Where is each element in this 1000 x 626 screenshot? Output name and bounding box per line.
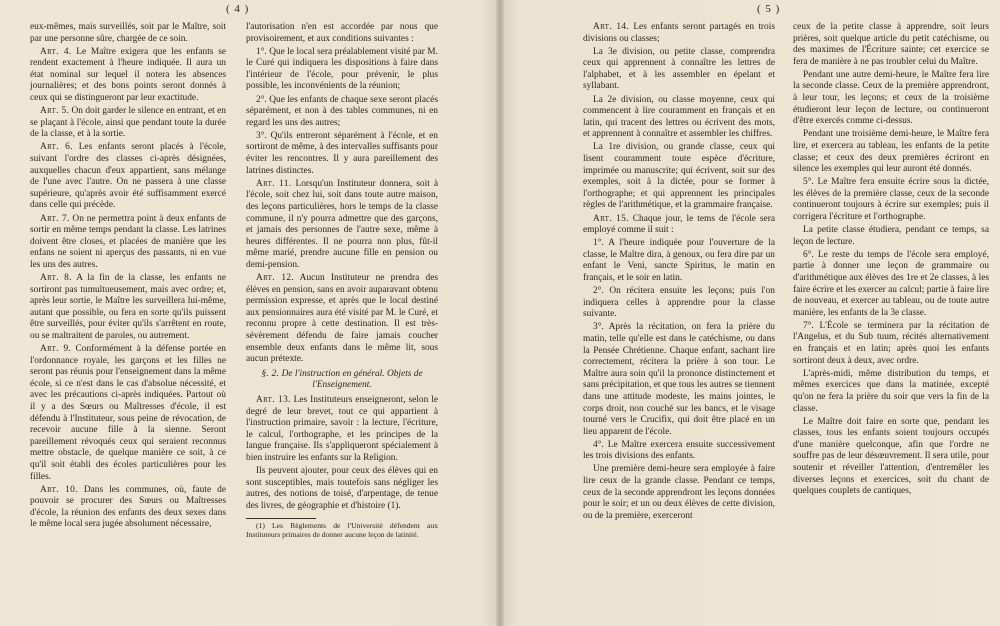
paragraph-text: Pendant une troisième demi-heure, le Maître fera lire, et exercera au tableau, les enfants de la petite classe; et ceux des deux premières écriront en silence les exemples qui leur auront été donnés.: [793, 129, 989, 175]
paragraph: [793, 369, 989, 415]
article-number: Art. 10.: [40, 484, 78, 495]
paragraph-text: 1°. Que le local sera préalablement visité par M. le Curé qui indiquera les dispositions à faire dans l'intérieur de l'école, pour prévenir, le plus possible, les inconvénients de la réunion;: [246, 46, 438, 92]
paragraph-text: La 2e division, ou classe moyenne, ceux qui commencent à lire couramment en français et en latin, qui tracent des lettres ou écrivent des mots, et apprennent à connaître et assembler les chiffres.: [583, 94, 775, 140]
paragraph-text: ceux de la petite classe à apprendre, soit leurs prières, soit quelque article du petit catéchisme, ou des maximes de l'Écriture sainte; cet exercice se fera de manière à ne pas troubler celui du Maître.: [793, 22, 989, 67]
right-column-b: [793, 22, 989, 499]
paragraph: [583, 440, 775, 463]
paragraph-text: On doit garder le silence en entrant, et en se plaçant à l'école, ainsi que pendant toute la durée de la classe, et à la sortie.: [30, 106, 226, 140]
article-number: Art. 13.: [256, 394, 291, 405]
paragraph-text: Les enfants seront partagés en trois divisions ou classes;: [583, 22, 775, 44]
paragraph-text: Une première demi-heure sera employée à faire lire ceux de la grande classe. Pendant ce temps, ceux de la seconde apprendront les leçons données pour le soir; et un ou deux élèves de cette division, ou de la première, exerceront: [583, 464, 775, 521]
paragraph: [793, 70, 989, 128]
paragraph-text: 6°. Le reste du temps de l'école sera employé, partie à donner une leçon de grammaire ou d'arithmétique aux élèves des 1re et 2e classes, à les faire écrire et les exercer au calcul; partie à faire lire de nouveau, et exercer au tableau, ou de toute autre manière, les enfants de la 3e classe.: [793, 249, 989, 318]
paragraph: [793, 321, 989, 367]
paragraph: [246, 466, 438, 512]
left-page: [0, 0, 497, 626]
paragraph-text: 7°. L'École se terminera par la récitation de l'Angelus, et du Sub tuum, récités alternativement en français et en latin; après quoi les enfants sortiront deux à deux, avec ordre.: [793, 320, 989, 366]
article-number: Art. 8.: [40, 272, 72, 283]
paragraph: [583, 22, 775, 45]
article-number: Art. 12.: [256, 272, 294, 283]
article-number: Art. 15.: [593, 213, 629, 224]
paragraph-text: l'autorisation n'en est accordée par nous que provisoirement, et aux conditions suivantes :: [246, 22, 438, 44]
paragraph-text: Aucun Instituteur ne prendra des élèves en pension, sans en avoir auparavant obtenu permission expresse, et après que le local destiné aux pensionnaires aura été visité par M. le Curé, et reconnu propre à cette destination. Il est très-sévèrement défendu de faire jamais coucher ensemble deux enfants dans le même lit, sous aucun prétexte.: [246, 272, 438, 365]
article-number: Art. 6.: [40, 142, 73, 153]
article-number: Art. 7.: [40, 213, 70, 224]
paragraph: [30, 106, 226, 141]
paragraph-text: A la fin de la classe, les enfants ne sortiront pas tumultueusement, mais avec ordre; et, après leur sortie, le Maître les surveillera lui-même, autant que possible, ou fera en sorte qu'ils puissent être surveillés, pour éviter qu'ils s'arrêtent en route, ou se maltraitent de paroles, ou autrement.: [30, 272, 226, 341]
paragraph: [30, 485, 226, 531]
section-heading: [246, 369, 438, 392]
paragraph-text: La petite classe étudiera, pendant ce temps, sa leçon de lecture.: [793, 225, 989, 247]
paragraph: [30, 214, 226, 272]
paragraph: [30, 273, 226, 343]
paragraph: [583, 286, 775, 321]
article-number: Art. 5.: [40, 106, 70, 117]
paragraph-text: 2°. On récitera ensuite les leçons; puis l'on indiquera celles à apprendre pour la classe suivante.: [583, 286, 775, 320]
paragraph-text: 4°. Le Maître exercera ensuite successivement les trois divisions des enfants.: [583, 439, 775, 462]
paragraph-text: Les Instituteurs enseigneront, selon le degré de leur brevet, tout ce qui appartient à l'instruction primaire, savoir : la lecture, l'écriture, le calcul, l'orthographe, et les principes de la langue française. Ils s'appliqueront spécialement à bien instruire les enfants sur la Religion.: [246, 394, 438, 463]
paragraph-text: Ils peuvent ajouter, pour ceux des élèves qui en sont susceptibles, mais toutefois sans négliger les autres, des notions de toisé, d'arpentage, de tenue des livres, de géographie et d'histoire (1).: [246, 465, 438, 511]
left-column-a: [30, 22, 226, 533]
paragraph-text: 5°. Le Maître fera ensuite écrire sous la dictée, les élèves de la première classe, ceux de la seconde continueront toujours à écrire sur exemples; puis il corrigera l'écriture et l'orthographe.: [793, 177, 989, 222]
page-number-left: ( 4 ): [226, 3, 250, 15]
paragraph-text: De l'instruction en général. Objets de l'Enseignement.: [281, 368, 423, 391]
paragraph: [583, 322, 775, 438]
paragraph-text: La 3e division, ou petite classe, comprendra ceux qui apprennent à connaître les lettres de l'alphabet, et à les assembler en épelant et syllabant.: [583, 46, 775, 92]
paragraph-text: Le Maître exigera que les enfants se rendent exactement à l'heure indiquée. Il aura un état nominal sur lequel il notera les absences journalières; et des bons points seront donnés à ceux qui se distingueront par leur exactitude.: [30, 46, 227, 104]
right-page: [503, 0, 1000, 626]
footnote: (1) Les Règlements de l'Université défendent aux Instituteurs primaires de donner aucune leçon de latinité.: [246, 521, 438, 540]
paragraph: [583, 95, 775, 141]
paragraph: [583, 464, 775, 522]
article-number: Art. 9.: [40, 344, 72, 355]
paragraph-text: Les enfants seront placés à l'école, suivant l'ordre des classes ci-après désignées, auxquelles chacun d'eux appartient, sans mélange de l'une avec l'autre. On ne passera à une classe supérieure, qu'après avoir été suffisamment exercé dans celle qui précède.: [30, 142, 226, 211]
paragraph: [246, 395, 438, 465]
paragraph: [793, 177, 989, 223]
paragraph: [30, 22, 226, 45]
paragraph-text: Lorsqu'un Instituteur donnera, soit à l'école, soit chez lui, soit dans toute autre maison, des leçons particulières, hors le temps de la classe commune, il n'y pourra admettre que des garçons, et jamais des personnes de l'autre sexe, même à heures différentes. Il ne pourra non plus, fût-il même marié, prendre aucune fille en pension ou demi-pension.: [246, 178, 438, 270]
paragraph-text: eux-mêmes, mais surveillés, soit par le Maître, soit par une personne sûre, chargée de ce soin.: [30, 22, 226, 44]
paragraph-text: Chaque jour, le tems de l'école sera employé comme il suit :: [583, 213, 775, 236]
paragraph: [246, 47, 438, 93]
paragraph-text: 3°. Qu'ils entreront séparément à l'école, et en sortiront de même, à des intervalles suffisants pour éviter les rencontres. Il y aura pareillement des latrines distinctes.: [246, 130, 438, 176]
paragraph: [246, 273, 438, 366]
paragraph-text: Dans les communes, où, faute de pouvoir se procurer des Sœurs ou Maîtresses d'école, la réunion des enfants des deux sexes dans le même local sera jugée absolument nécessaire,: [30, 484, 227, 530]
paragraph: [30, 344, 226, 483]
paragraph: [793, 225, 989, 248]
article-number: Art. 4.: [40, 46, 72, 57]
left-column-b: [246, 22, 438, 541]
paragraph: [246, 95, 438, 130]
paragraph: [793, 417, 989, 498]
article-number: §. 2.: [261, 368, 280, 379]
paragraph: [246, 22, 438, 45]
paragraph: [793, 129, 989, 175]
paragraph-text: Pendant une autre demi-heure, le Maître fera lire la seconde classe. Ceux de la première apprendront, à leur tour, les leçons; et ceux de la troisième étudieront leur leçon de lecture, ou continueront d'être exercés comme ci-dessus.: [793, 69, 989, 127]
article-number: Art. 14.: [593, 22, 630, 32]
paragraph: [30, 47, 226, 105]
paragraph-text: La 1re division, ou grande classe, ceux qui lisent couramment toute espèce d'écriture, imprimée ou manuscrite; qui écrivent, soit sur des exemples, soit à la dictée, pour se former à l'orthographe; et qui apprennent les principales règles de l'arithmétique, et la grammaire française.: [583, 142, 775, 211]
article-number: Art. 11.: [256, 178, 292, 189]
paragraph: [30, 142, 226, 212]
footnote-rule: [246, 518, 316, 519]
paragraph: [246, 131, 438, 177]
paragraph-text: Conformément à la défense portée en l'ordonnance royale, les garçons et les filles ne seront pas réunis pour l'enseignement dans la même école, si ce n'est dans le cas d'absolue nécessité, et avec les précautions ci-après indiquées. Partout où il y a des Sœurs ou Maîtresses d'école, il est défendu à l'Instituteur, sous peine de révocation, de recevoir aucune fille à la sienne. Seront pareillement révoqués ceux qui seraient reconnus mettre obstacle, de quelque manière ce soit, à ce qu'il soit établi des écoles particulières pour les filles.: [30, 344, 226, 482]
paragraph: [583, 47, 775, 93]
paragraph: [583, 142, 775, 212]
paragraph-text: 1°. A l'heure indiquée pour l'ouverture de la classe, le Maître dira, à genoux, ou fera dire par un enfant le Veni, sancte Spiritus, le matin en français, et le soir en latin.: [583, 238, 775, 283]
page-number-right: ( 5 ): [757, 3, 781, 15]
paragraph: [793, 250, 989, 320]
right-column-a: [583, 22, 775, 524]
paragraph-text: 3°. Après la récitation, on fera la prière du matin, telle qu'elle est dans le catéchisme, ou dans la Pensée Chrétienne. Chaque enfant, sachant lire correctement, récitera la prière à son tour. Le Maître aura soin qu'il la prononce distinctement et sans précipitation, et que tous les autres se tiennent dans une attitude modeste, les mains jointes, le corps droit, non couché sur les bancs, et le visage tourné vers le Crucifix, qui doit être placé en un lieu apparent de l'école.: [583, 322, 775, 437]
paragraph-text: Le Maître doit faire en sorte que, pendant les classes, tous les enfants soient toujours occupés d'une manière quelconque, afin que l'ordre ne souffre pas de leur désœuvrement. Il sera utile, pour soutenir et réveiller l'attention, d'entremêler les diverses leçons et exercices, soit du chant de quelques couplets de cantiques,: [793, 416, 989, 497]
paragraph-text: L'après-midi, même distribution du temps, et mêmes exercices que dans la matinée, excepté qu'on ne fera la prière du soir que vers la fin de la classe.: [793, 368, 989, 414]
paragraph: [793, 22, 989, 68]
paragraph: [583, 214, 775, 237]
paragraph-text: 2°. Que les enfants de chaque sexe seront placés séparément, et non à des tables communes, ni en regard les uns des autres;: [246, 94, 438, 128]
paragraph: [246, 179, 438, 272]
paragraph-text: On ne permettra point à deux enfants de sortir en même temps pendant la classe. Les latrines doivent être closes, et placées de manière que les enfans ne soient ni aperçus des passants, ni en vue les uns des autres.: [30, 213, 226, 270]
paragraph: [583, 238, 775, 284]
